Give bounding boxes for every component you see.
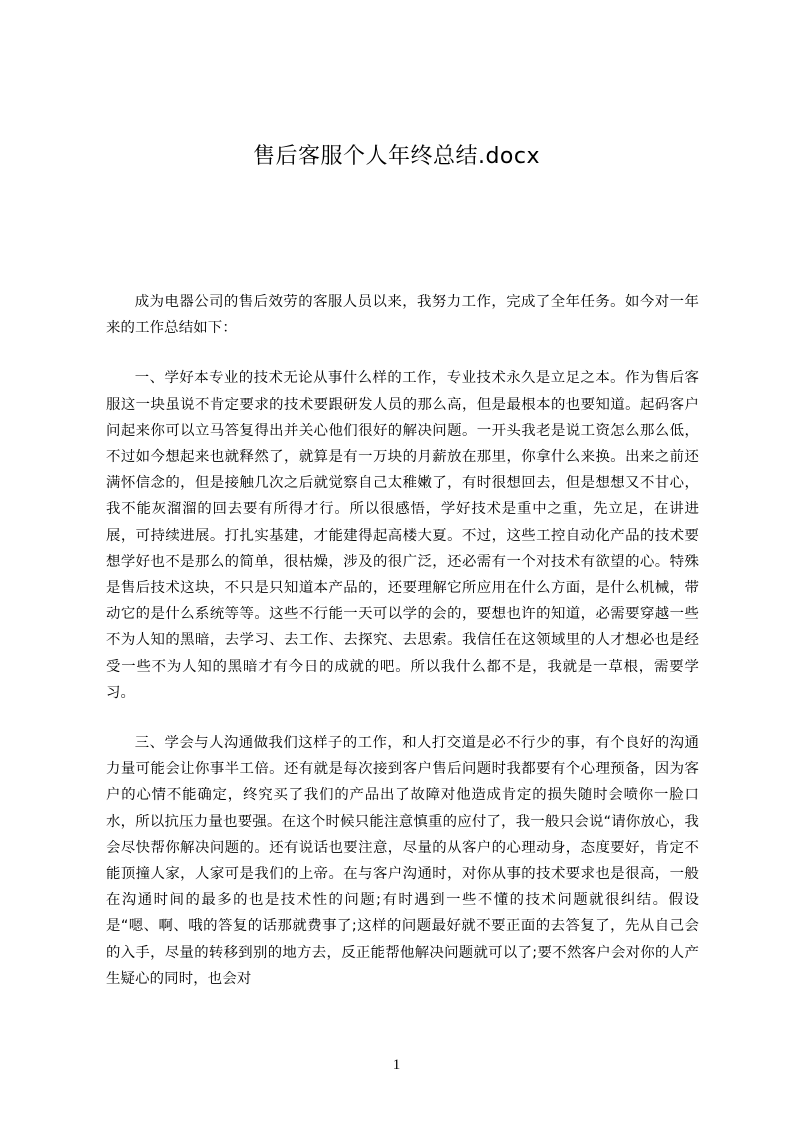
document-body [106,289,699,1016]
paragraph-section-1: 一、学好本专业的技术无论从事什么样的工作，专业技术永久是立足之本。作为售后客服这一块虽说不肯定要求的技术要跟研发人员的那么高，但是最根本的也要知道。起码客户问起来你可以立马答复得出并关心他们很好的解决问题。一开头我老是说工资怎么那么低，不过如今想起来也就释然了，就算是有一万块的月薪放在那里，你拿什么来换。出来之前还满怀信念的，但是接触几次之后就觉察自己太稚嫩了，有时很想回去，但是想想又不甘心，我不能灰溜溜的回去要有所得才行。所以很感悟，学好技术是重中之重，先立足，在讲进展，可持续进展。打扎实基建，才能建得起高楼大夏。不过，这些工控自动化产品的技术要想学好也不是那么的简单，很枯燥，涉及的很广泛，还必需有一个对技术有欲望的心。特殊是售后技术这块，不只是只知道本产品的，还要理解它所应用在什么方面，是什么机械，带动它的是什么系统等等。这些不行能一天可以学的会的，要想也许的知道，必需要穿越一些不为人知的黑暗，去学习、去工作、去探究、去思索。我信任在这领域里的人才想必也是经受一些不为人知的黑暗才有今日的成就的吧。所以我什么都不是，我就是一草根，需要学习。 [106,370,699,701]
document-title: 售后客服个人年终总结.docx [252,144,541,169]
page-number: 1 [392,1057,401,1073]
paragraph-section-3: 三、学会与人沟通做我们这样子的工作，和人打交道是必不行少的事，有个良好的沟通力量可能会让你事半工倍。还有就是每次接到客户售后问题时我都要有个心理预备，因为客户的心情不能确定，终究买了我们的产品出了故障对他造成肯定的损失随时会喷你一脸口水，所以抗压力量也要强。在这个时候只能注意慎重的应付了，我一般只会说“请你放心，我会尽快帮你解决问题的。还有说话也要注意，尽量的从客户的心理动身，态度要好，肯定不能顶撞人家，人家可是我们的上帝。在与客户沟通时，对你从事的技术要求也是很高，一般在沟通时间的最多的也是技术性的问题;有时遇到一些不懂的技术问题就很纠结。假设是“嗯、啊、哦的答复的话那就费事了;这样的问题最好就不要正面的去答复了，先从自己会的入手，尽量的转移到别的地方去，反正能帮他解决问题就可以了;要不然客户会对你的人产生疑心的同时，也会对 [106,735,699,987]
paragraph-intro: 成为电器公司的售后效劳的客服人员以来，我努力工作，完成了全年任务。如今对一年来的工作总结如下： [106,294,699,337]
